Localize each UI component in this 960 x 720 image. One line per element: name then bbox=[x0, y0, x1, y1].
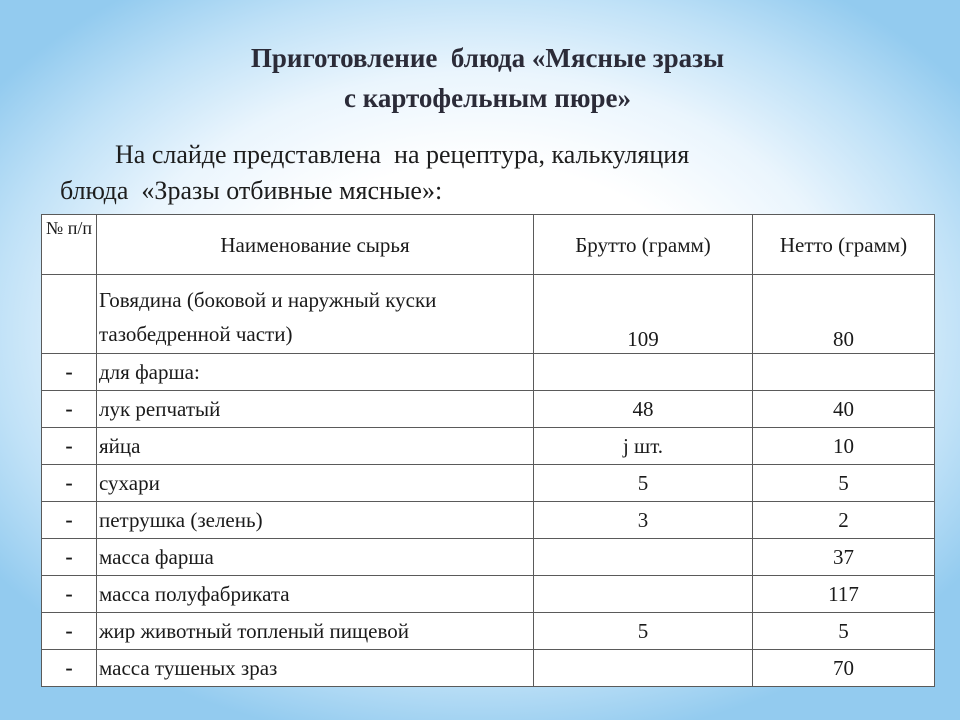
row-net: 5 bbox=[753, 465, 935, 502]
row-num: - bbox=[42, 502, 97, 539]
row-gross: 3 bbox=[534, 502, 753, 539]
row-num: - bbox=[42, 650, 97, 687]
row-net: 117 bbox=[753, 576, 935, 613]
row-name: сухари bbox=[97, 465, 534, 502]
row-net: 80 bbox=[753, 275, 935, 354]
row-net: 70 bbox=[753, 650, 935, 687]
row-gross bbox=[534, 354, 753, 391]
header-name: Наименование сырья bbox=[97, 215, 534, 275]
intro-line-2: блюда «Зразы отбивные мясные»: bbox=[60, 176, 443, 205]
row-name: масса полуфабриката bbox=[97, 576, 534, 613]
header-gross: Брутто (грамм) bbox=[534, 215, 753, 275]
row-gross: 109 bbox=[534, 275, 753, 354]
table-row bbox=[42, 576, 935, 613]
table-row bbox=[42, 275, 935, 354]
row-net: 10 bbox=[753, 428, 935, 465]
row-name: масса тушеных зраз bbox=[97, 650, 534, 687]
table-row bbox=[42, 354, 935, 391]
row-num: - bbox=[42, 539, 97, 576]
row-name: петрушка (зелень) bbox=[97, 502, 534, 539]
row-name: для фарша: bbox=[97, 354, 534, 391]
row-gross: j шт. bbox=[534, 428, 753, 465]
row-num: - bbox=[42, 354, 97, 391]
row-num bbox=[42, 275, 97, 354]
table-row bbox=[42, 391, 935, 428]
row-gross bbox=[534, 539, 753, 576]
row-name: масса фарша bbox=[97, 539, 534, 576]
row-name: лук репчатый bbox=[97, 391, 534, 428]
row-gross: 5 bbox=[534, 613, 753, 650]
row-gross: 5 bbox=[534, 465, 753, 502]
row-gross: 48 bbox=[534, 391, 753, 428]
row-num: - bbox=[42, 613, 97, 650]
row-net: 37 bbox=[753, 539, 935, 576]
table-row bbox=[42, 613, 935, 650]
row-net bbox=[753, 354, 935, 391]
header-num: № п/п bbox=[42, 215, 97, 275]
header-net: Нетто (грамм) bbox=[753, 215, 935, 275]
row-num: - bbox=[42, 576, 97, 613]
row-name: яйца bbox=[97, 428, 534, 465]
table-row bbox=[42, 502, 935, 539]
recipe-table bbox=[41, 214, 935, 687]
row-name: жир животный топленый пищевой bbox=[97, 613, 534, 650]
row-net: 5 bbox=[753, 613, 935, 650]
row-gross bbox=[534, 650, 753, 687]
table-row bbox=[42, 465, 935, 502]
row-gross bbox=[534, 576, 753, 613]
slide-title bbox=[0, 38, 960, 118]
table-row bbox=[42, 650, 935, 687]
table-header-row bbox=[42, 215, 935, 275]
row-num: - bbox=[42, 391, 97, 428]
row-name: Говядина (боковой и наружный куски тазобедренной части) bbox=[97, 275, 534, 354]
slide-title-line-1: Приготовление блюда «Мясные зразы bbox=[250, 43, 725, 73]
table-row bbox=[42, 428, 935, 465]
table-row bbox=[42, 539, 935, 576]
row-num: - bbox=[42, 465, 97, 502]
slide-title-line-2: с картофельным пюре» bbox=[343, 83, 631, 113]
intro-line-1: На слайде представлена на рецептура, калькуляция bbox=[115, 140, 690, 169]
row-net: 40 bbox=[753, 391, 935, 428]
row-num: - bbox=[42, 428, 97, 465]
intro-text bbox=[60, 137, 860, 209]
row-net: 2 bbox=[753, 502, 935, 539]
